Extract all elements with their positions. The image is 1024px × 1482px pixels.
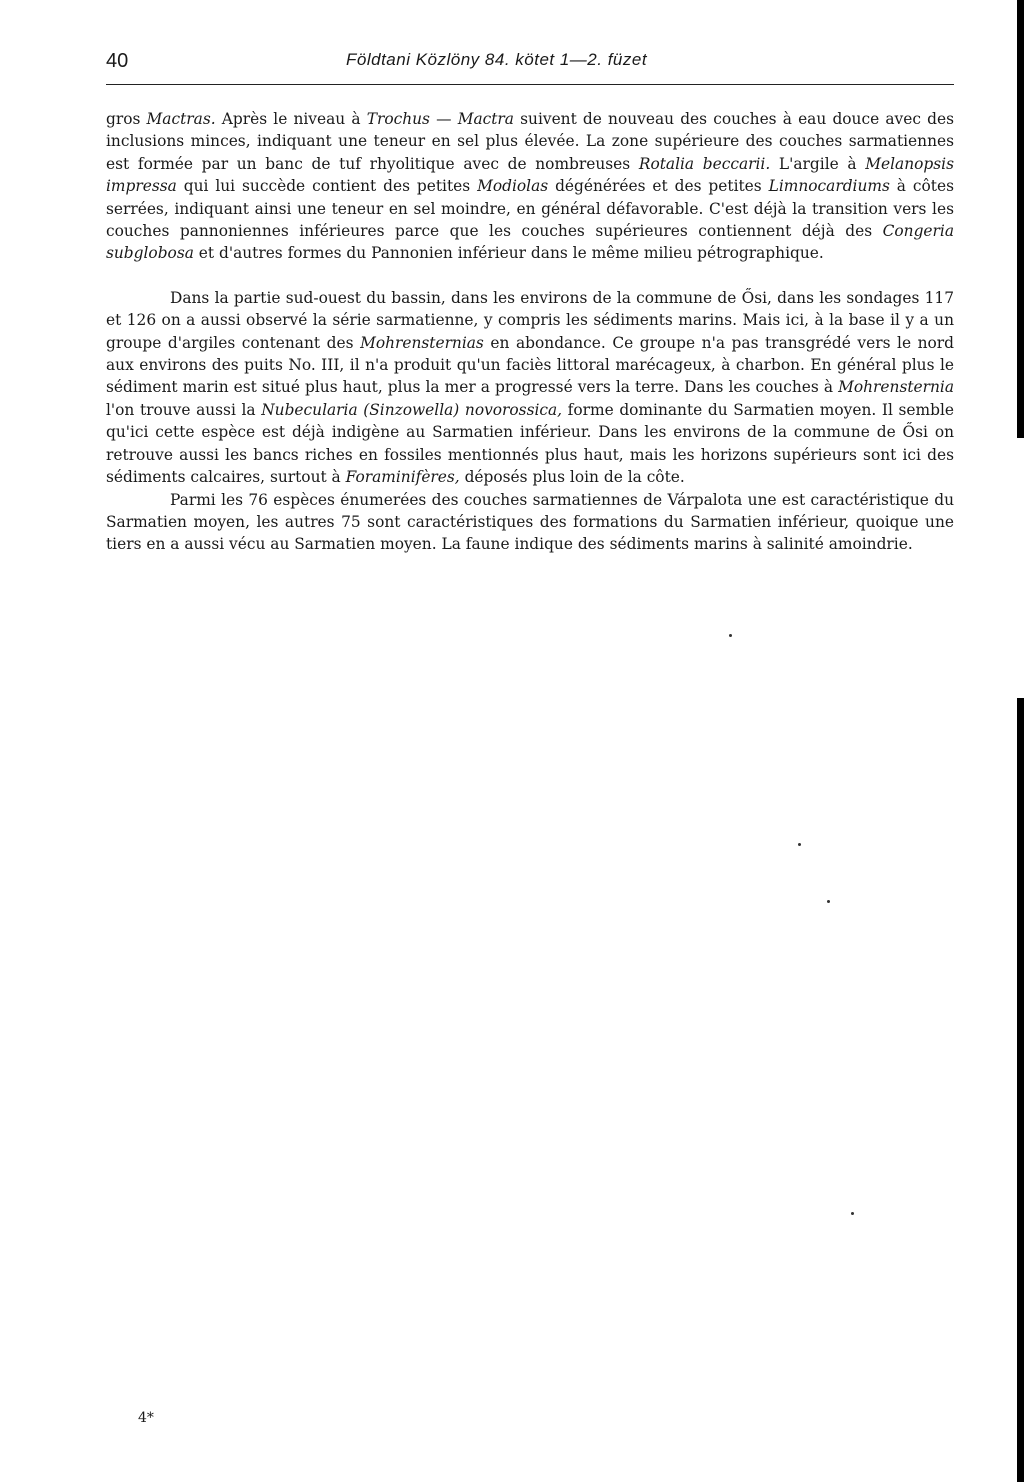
scan-speck	[851, 1212, 854, 1215]
scan-edge-gap	[1017, 438, 1024, 698]
italic-term: Mohrensternias	[360, 333, 484, 352]
italic-term: Rotalia beccarii.	[638, 154, 771, 173]
italic-term: Nubecularia (Sinzowella) novorossica,	[261, 400, 563, 419]
signature-mark: 4*	[138, 1410, 154, 1426]
scan-edge-shadow	[1017, 0, 1024, 1482]
italic-term: Mactra	[457, 110, 514, 128]
paragraph-1: gros Mactras. Après le niveau à Trochus — Mactra suivent de nouveau des couches à eau douce avec des inclusions minces, indiquant une teneur en sel plus élevée. La zone supérieure des couches sarmatiennes est formée par un banc de tuf rhyolitique avec de nombreuses Rotalia beccarii. L'argile à Melanopsis impressa qui lui succède contient des petites Modiolas dégénérées et des petites Limnocardiums à côtes serrées, indiquant ainsi une teneur en sel moindre, en général défavorable. C'est déjà la transition vers les couches pannoniennes inférieures parce que les couches supérieures contiennent déjà des Congeria subglobosa et d'autres formes du Pannonien inférieur dans le même milieu pétrographique.	[106, 110, 954, 263]
paragraph-2: Dans la partie sud-ouest du bassin, dans les environs de la commune de Ősi, dans les sondages 117 et 126 on a aussi observé la série sarmatienne, y compris les sédiments marins. Mais ici, à la base il y a un groupe d'argiles contenant des Mohrensternias en abondance. Ce groupe n'a pas transgrédé vers le nord aux environs des puits No. III, il n'a produit qu'un faciès littoral marécageux, à charbon. En général plus le sédiment marin est situé plus haut, plus la mer a progressé vers la terre. Dans les couches à Mohrensternia l'on trouve aussi la Nubecularia (Sinzowella) novorossica, forme dominante du Sarmatien moyen. Il semble qu'ici cette espèce est déjà indigène au Sarmatien inférieur. Dans les environs de la commune de Ősi on retrouve aussi les bancs riches en fossiles mentionnés plus haut, mais les horizons supérieurs sont ici des sédiments calcaires, surtout à Foraminifères, déposés plus loin de la côte.	[106, 288, 955, 487]
italic-term: Limnocardiums	[768, 177, 890, 196]
italic-term: Melanopsis impressa	[106, 154, 954, 196]
page-number: 40	[106, 50, 129, 72]
italic-term: Congeria subglobosa	[106, 222, 954, 263]
italic-term: Mactras.	[146, 110, 216, 128]
journal-title: Földtani Közlöny 84. kötet 1—2. füzet	[346, 50, 648, 69]
scan-speck	[729, 634, 732, 637]
scan-speck	[798, 843, 801, 846]
italic-term: Foraminifères,	[345, 468, 460, 487]
page-header	[106, 50, 954, 85]
paragraph-3: Parmi les 76 espèces énumerées des couches sarmatiennes de Várpalota une est caractéristique du Sarmatien moyen, les autres 75 sont caractéristiques des formations du Sarmatien inférieur, quoique une tiers en a aussi vécu au Sarmatien moyen. La faune indique des sédiments marins à salinité amoindrie.	[106, 490, 954, 554]
scan-speck	[827, 900, 830, 903]
italic-term: Mohrensternia	[838, 378, 954, 397]
body-text	[106, 108, 954, 556]
italic-term: Modiolas	[477, 177, 549, 196]
italic-term: Trochus	[366, 110, 430, 128]
